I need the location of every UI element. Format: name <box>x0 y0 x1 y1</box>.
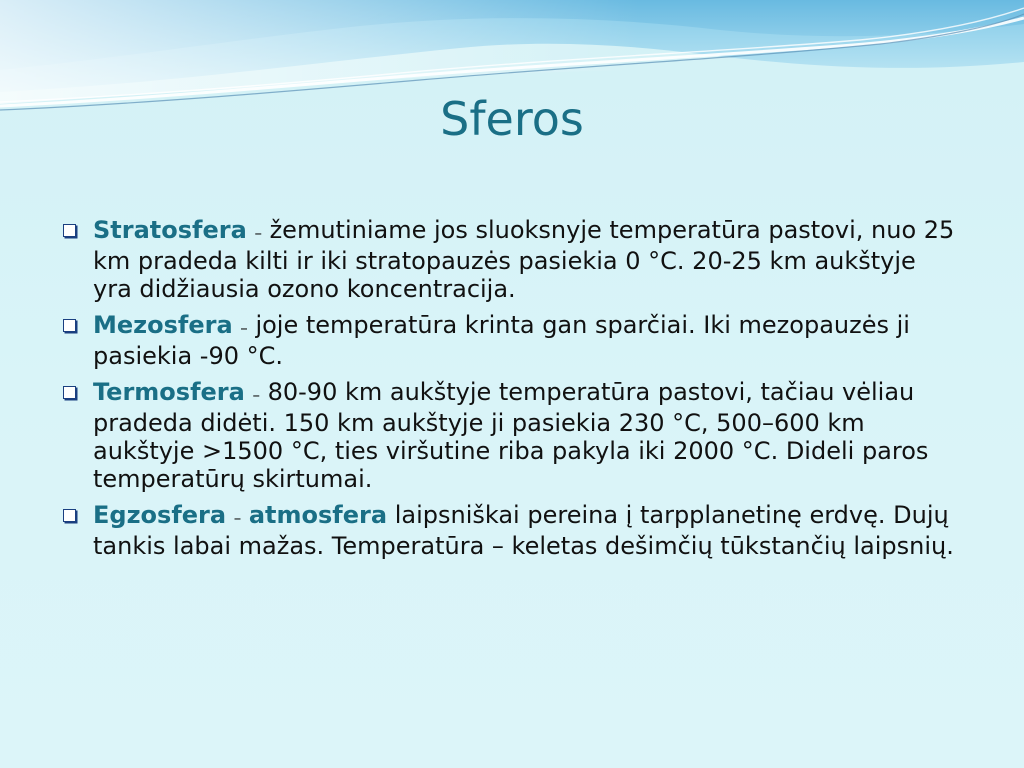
bullet-term: Egzosfera <box>93 501 227 529</box>
bullet-term: Stratosfera <box>93 216 247 244</box>
square-bullet-icon <box>63 386 76 399</box>
bullet-item-mezosfera <box>62 311 962 370</box>
square-bullet-icon <box>63 509 76 522</box>
slide-title: Sferos <box>440 92 584 146</box>
bullet-dash: – <box>240 319 248 337</box>
bullet-dash: – <box>254 224 262 242</box>
bullet-term-secondary: atmosfera <box>248 501 388 529</box>
bullet-item-egzosfera <box>62 501 962 560</box>
bullet-dash: – <box>252 386 260 404</box>
bullet-text: žemutiniame jos sluoksnyje temperatūra pastovi, nuo 25 km pradeda kilti ir iki stratopauzės pasiekia 0 °C. 20-25 km aukštyje yra didžiausia ozono koncentracija. <box>93 216 955 303</box>
square-bullet-icon <box>63 224 76 237</box>
bullet-item-stratosfera <box>62 216 962 303</box>
bullet-item-termosfera <box>62 378 962 493</box>
bullet-term: Mezosfera <box>93 311 233 339</box>
bullet-list <box>62 216 962 568</box>
bullet-dash: – <box>233 509 242 527</box>
square-bullet-icon <box>63 319 76 332</box>
bullet-text: 80-90 km aukštyje temperatūra pastovi, tačiau vėliau pradeda didėti. 150 km aukštyje ji pasiekia 230 °C, 500–600 km aukštyje >1500 °C, ties viršutine riba pakyla iki 2000 °C. Dideli paros temperatūrų skirtumai. <box>93 378 929 493</box>
bullet-term: Termosfera <box>93 378 245 406</box>
bullet-text: laipsniškai pereina į tarpplanetinę erdvę. Dujų tankis labai mažas. Temperatūra – keletas dešimčių tūkstančių laipsnių. <box>93 501 954 560</box>
bullet-text: joje temperatūra krinta gan sparčiai. Iki mezopauzės ji pasiekia -90 °C. <box>93 311 910 370</box>
